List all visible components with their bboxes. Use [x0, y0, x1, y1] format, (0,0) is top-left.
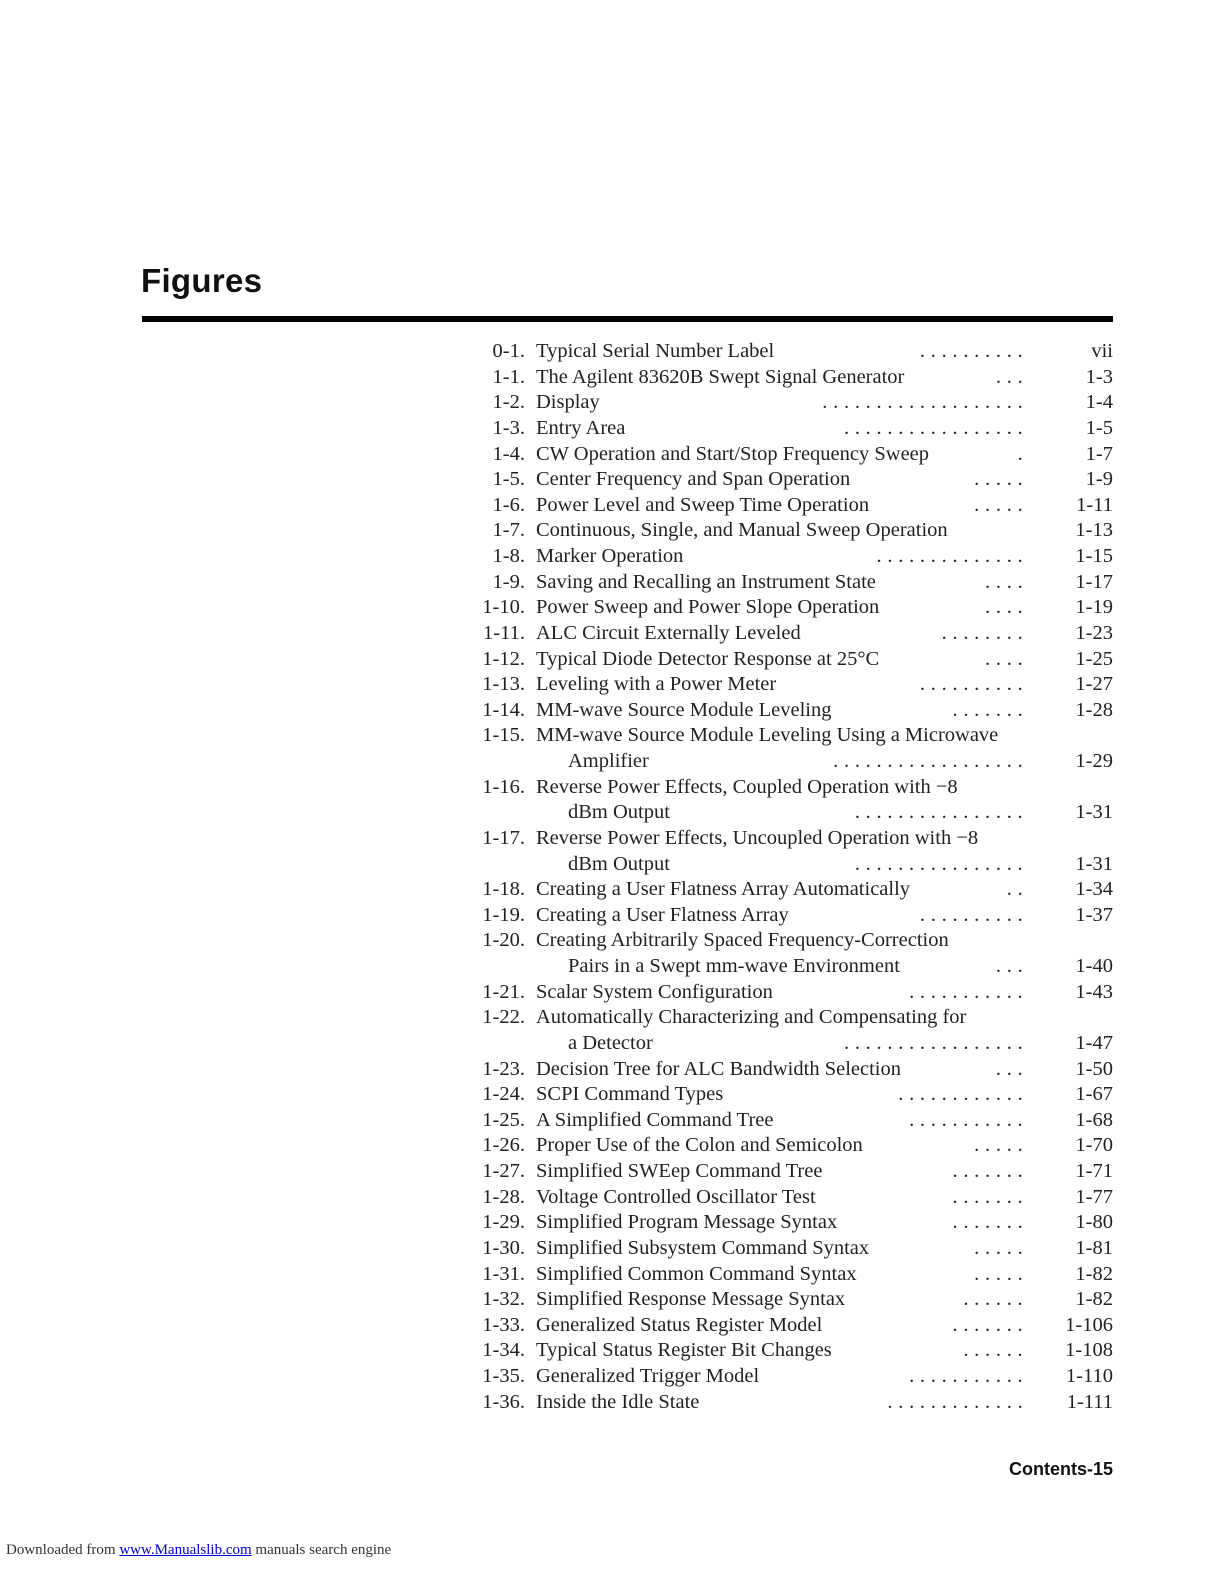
figure-number: 1-23.	[482, 1057, 525, 1080]
dot-leader: . . . . . . .	[952, 1160, 1023, 1182]
figure-entry-row	[470, 903, 1113, 929]
figure-title: Continuous, Single, and Manual Sweep Operation	[536, 519, 948, 542]
figure-entry-row	[470, 1031, 1113, 1057]
dot-leader: . . . . . . . .	[941, 621, 1023, 644]
figure-number: 1-12.	[482, 647, 525, 670]
figure-title: Typical Serial Number Label	[536, 340, 775, 362]
dot-leader: . . . . . . . . . . . . . . . . .	[843, 1031, 1023, 1054]
figure-page: 1-108	[1065, 1339, 1113, 1362]
dot-leader: . . . . . . . . . . . . . . . . . . .	[822, 391, 1023, 414]
figure-number: 1-22.	[482, 1006, 525, 1029]
dot-leader: . . . .	[985, 647, 1023, 670]
figure-page: 1-4	[1085, 391, 1113, 414]
figure-title: Power Sweep and Power Slope Operation	[536, 596, 880, 619]
figure-entry-row	[470, 928, 1113, 954]
figure-number: 1-21.	[482, 980, 525, 1003]
figure-page: 1-67	[1075, 1083, 1113, 1106]
figure-entry-row	[470, 339, 1113, 365]
figure-entry-row	[470, 723, 1113, 749]
manualslib-link[interactable]: www.Manualslib.com	[119, 1542, 252, 1558]
figure-entry-row	[470, 980, 1113, 1006]
figure-entry-row	[470, 595, 1113, 621]
figure-title: A Simplified Command Tree	[536, 1108, 774, 1131]
dot-leader: . . . . . . .	[952, 1211, 1023, 1234]
figure-entry-row	[470, 800, 1113, 826]
figure-number: 1-17.	[482, 826, 525, 849]
figure-entry-row	[470, 493, 1113, 519]
figure-title: Center Frequency and Span Operation	[536, 468, 851, 491]
figure-number: 1-6.	[492, 493, 525, 516]
dot-leader: . . . . .	[974, 1262, 1023, 1285]
figure-title: Scalar System Configuration	[536, 980, 773, 1003]
figure-title: Voltage Controlled Oscillator Test	[536, 1185, 816, 1208]
dot-leader: . . . . . .	[963, 1288, 1023, 1311]
figure-entry-row	[470, 467, 1113, 493]
figure-page: 1-47	[1075, 1031, 1113, 1054]
page-title: Figures	[141, 262, 263, 299]
figure-page: 1-70	[1075, 1134, 1113, 1157]
figure-title: Creating Arbitrarily Spaced Frequency-Correction	[536, 929, 949, 952]
figure-title: Automatically Characterizing and Compensating for	[536, 1006, 967, 1029]
figure-page: 1-77	[1075, 1185, 1113, 1208]
figure-title: CW Operation and Start/Stop Frequency Sweep	[536, 442, 930, 465]
dot-leader: . . . . .	[974, 1236, 1023, 1259]
figure-title: SCPI Command Types	[536, 1083, 724, 1106]
figure-number: 1-35.	[482, 1365, 525, 1387]
figure-entry-row	[470, 672, 1113, 698]
figure-title: a Detector	[568, 1031, 653, 1054]
figure-entry-row	[470, 1287, 1113, 1313]
figure-number: 1-5.	[492, 468, 525, 491]
figure-page: 1-110	[1065, 1365, 1113, 1387]
figure-title: MM-wave Source Module Leveling	[536, 698, 832, 721]
figure-title: Typical Diode Detector Response at 25°C	[536, 647, 880, 670]
figure-number: 1-13.	[482, 673, 525, 696]
figure-title: The Agilent 83620B Swept Signal Generator	[536, 365, 905, 388]
figure-title: Reverse Power Effects, Coupled Operation with −8	[536, 775, 958, 798]
figure-entry-row	[470, 570, 1113, 596]
figure-entry-row	[470, 390, 1113, 416]
download-suffix: manuals search engine	[255, 1542, 392, 1558]
figure-entry-row	[470, 826, 1113, 852]
dot-leader: . . . .	[985, 596, 1023, 619]
figure-entry-row	[470, 1262, 1113, 1288]
figure-page: 1-15	[1075, 545, 1113, 567]
figure-title: Marker Operation	[536, 545, 684, 567]
figure-page: 1-27	[1075, 673, 1113, 696]
download-prefix: Downloaded from	[6, 1542, 116, 1558]
dot-leader: . . . . . . . . . . . . . . . .	[854, 852, 1023, 875]
dot-leader: . . . . . . .	[952, 1185, 1023, 1208]
figure-entry-row	[470, 1159, 1113, 1185]
figure-title: Display	[536, 391, 600, 414]
figure-entry-row	[470, 698, 1113, 724]
dot-leader: . . . . . . . . . . . . . . . . . .	[833, 750, 1023, 772]
figure-entry-row	[470, 365, 1113, 391]
figure-number: 1-7.	[492, 519, 525, 542]
figure-number: 1-18.	[482, 878, 525, 901]
dot-leader: . . .	[995, 365, 1023, 388]
figure-number: 1-19.	[482, 903, 525, 926]
figure-number: 1-24.	[482, 1083, 525, 1106]
download-notice	[6, 1542, 391, 1559]
figure-page: 1-111	[1066, 1390, 1113, 1413]
figure-entry-row	[470, 518, 1113, 544]
figure-page: 1-31	[1075, 801, 1113, 824]
figure-title: Simplified Common Command Syntax	[536, 1262, 857, 1285]
dot-leader: . . . . . . .	[952, 1313, 1023, 1336]
figure-number: 1-32.	[482, 1288, 525, 1311]
dot-leader: . . . . .	[974, 1134, 1023, 1157]
figure-entry-row	[470, 1313, 1113, 1339]
figure-number: 1-2.	[492, 391, 525, 414]
figure-number: 1-29.	[482, 1211, 525, 1234]
figure-entry-row	[470, 442, 1113, 468]
figure-number: 1-20.	[482, 929, 525, 952]
figure-title: Power Level and Sweep Time Operation	[536, 493, 870, 516]
figure-number: 1-34.	[482, 1339, 525, 1362]
figure-page: 1-23	[1075, 621, 1113, 644]
figure-entry-row	[470, 1082, 1113, 1108]
dot-leader: . . . .	[985, 570, 1023, 593]
figure-entry-row	[470, 621, 1113, 647]
dot-leader: . . . . .	[974, 493, 1023, 516]
figure-entry-row	[470, 1236, 1113, 1262]
figure-number: 1-1.	[492, 365, 525, 388]
dot-leader: . . . . . . .	[952, 698, 1023, 721]
figure-title: Typical Status Register Bit Changes	[536, 1339, 832, 1362]
figure-number: 1-8.	[492, 545, 525, 567]
figure-number: 1-10.	[482, 596, 525, 619]
figure-entry-row	[470, 1185, 1113, 1211]
figure-page: 1-82	[1075, 1288, 1113, 1311]
figure-page: 1-31	[1075, 852, 1113, 875]
figure-title: Amplifier	[568, 750, 649, 772]
figure-number: 1-3.	[492, 416, 525, 439]
figure-page: 1-40	[1075, 955, 1113, 977]
figure-number: 1-16.	[482, 775, 525, 798]
figure-entry-row	[470, 1005, 1113, 1031]
figure-number: 1-25.	[482, 1108, 525, 1131]
figure-title: MM-wave Source Module Leveling Using a Microwave	[536, 724, 999, 747]
figure-entry-row	[470, 1133, 1113, 1159]
dot-leader: . . . . . . . . . . .	[909, 1108, 1023, 1131]
figure-page: 1-28	[1075, 698, 1113, 721]
figure-entry-row	[470, 416, 1113, 442]
figure-entry-row	[470, 1057, 1113, 1083]
figure-entry-row	[470, 775, 1113, 801]
figure-page: 1-13	[1075, 519, 1113, 542]
dot-leader: . . . . . . . . . .	[919, 340, 1023, 362]
figure-page: 1-37	[1075, 903, 1113, 926]
dot-leader: . . . . . . . . . .	[919, 673, 1023, 696]
figure-page: 1-25	[1075, 647, 1113, 670]
figure-title: Pairs in a Swept mm-wave Environment	[568, 955, 900, 977]
figure-page: 1-3	[1085, 365, 1113, 388]
figure-page: 1-29	[1075, 750, 1113, 772]
dot-leader: . . . . .	[974, 468, 1023, 491]
figure-title: Inside the Idle State	[536, 1390, 700, 1413]
figure-entry-row	[470, 877, 1113, 903]
figure-title: dBm Output	[568, 801, 670, 824]
dot-leader: . . . . . . . . . .	[919, 903, 1023, 926]
dot-leader: . . .	[995, 955, 1023, 977]
figure-number: 1-30.	[482, 1236, 525, 1259]
dot-leader: . . . . . . . . . . .	[909, 1365, 1023, 1387]
figure-page: 1-43	[1075, 980, 1113, 1003]
figure-entry-row	[470, 749, 1113, 775]
figure-page: 1-5	[1085, 416, 1113, 439]
dot-leader: . . . . . . . . . . . .	[898, 1083, 1023, 1106]
figure-number: 1-26.	[482, 1134, 525, 1157]
figure-page: 1-34	[1075, 878, 1113, 901]
heading-rule	[142, 316, 1113, 322]
figure-page: 1-80	[1075, 1211, 1113, 1234]
figure-entry-row	[470, 852, 1113, 878]
figure-title: Simplified Subsystem Command Syntax	[536, 1236, 870, 1259]
figure-page: 1-106	[1065, 1313, 1113, 1336]
figure-entry-row	[470, 1364, 1113, 1390]
figure-page: 1-17	[1075, 570, 1113, 593]
dot-leader: .	[1017, 442, 1023, 465]
figure-number: 1-36.	[482, 1390, 525, 1413]
dot-leader: . . . . . . . . . . . . . . . .	[854, 801, 1023, 824]
figure-entry-row	[470, 1338, 1113, 1364]
figure-entry-row	[470, 544, 1113, 570]
figure-number: 1-11.	[483, 621, 525, 644]
dot-leader: . .	[1006, 878, 1023, 901]
figure-number: 0-1.	[492, 340, 525, 362]
figure-page: 1-50	[1075, 1057, 1113, 1080]
figure-entry-row	[470, 1390, 1113, 1416]
figure-page: 1-71	[1075, 1160, 1113, 1182]
figure-number: 1-28.	[482, 1185, 525, 1208]
figure-number: 1-9.	[492, 570, 525, 593]
dot-leader: . . . . . . . . . . . . . . . . .	[843, 416, 1023, 439]
figure-title: Reverse Power Effects, Uncoupled Operation with −8	[536, 826, 979, 849]
figure-title: Simplified Program Message Syntax	[536, 1211, 838, 1234]
figure-number: 1-33.	[482, 1313, 525, 1336]
figure-title: Generalized Status Register Model	[536, 1313, 823, 1336]
dot-leader: . . . . . . . . . . . . .	[887, 1390, 1023, 1413]
figure-title: Proper Use of the Colon and Semicolon	[536, 1134, 863, 1157]
figure-page: 1-7	[1085, 442, 1113, 465]
figure-page: 1-11	[1076, 493, 1113, 516]
dot-leader: . . .	[995, 1057, 1023, 1080]
figure-title: ALC Circuit Externally Leveled	[536, 621, 801, 644]
figure-entry-row	[470, 1210, 1113, 1236]
figure-page: 1-81	[1075, 1236, 1113, 1259]
figure-title: Creating a User Flatness Array Automatically	[536, 878, 911, 901]
figure-title: Simplified SWEep Command Tree	[536, 1160, 823, 1182]
figure-number: 1-27.	[482, 1160, 525, 1182]
figure-page: 1-68	[1075, 1108, 1113, 1131]
figure-number: 1-31.	[482, 1262, 525, 1285]
figure-entry-row	[470, 647, 1113, 673]
figure-title: dBm Output	[568, 852, 670, 875]
dot-leader: . . . . . .	[963, 1339, 1023, 1362]
figure-title: Leveling with a Power Meter	[536, 673, 777, 696]
figures-list	[470, 339, 1113, 1415]
figure-title: Simplified Response Message Syntax	[536, 1288, 846, 1311]
figure-title: Generalized Trigger Model	[536, 1365, 760, 1387]
figure-entry-row	[470, 1108, 1113, 1134]
figure-number: 1-15.	[482, 724, 525, 747]
figure-page: 1-82	[1075, 1262, 1113, 1285]
figure-page: 1-9	[1085, 468, 1113, 491]
page-number: Contents-15	[1008, 1459, 1113, 1479]
figure-page: 1-19	[1075, 596, 1113, 619]
figure-title: Saving and Recalling an Instrument State	[536, 570, 876, 593]
figure-number: 1-4.	[492, 442, 525, 465]
dot-leader: . . . . . . . . . . . . . .	[876, 545, 1023, 567]
figure-title: Entry Area	[536, 416, 626, 439]
figure-title: Creating a User Flatness Array	[536, 903, 789, 926]
dot-leader: . . . . . . . . . . .	[909, 980, 1023, 1003]
figure-number: 1-14.	[482, 698, 525, 721]
figure-title: Decision Tree for ALC Bandwidth Selection	[536, 1057, 901, 1080]
figure-entry-row	[470, 954, 1113, 980]
figure-page: vii	[1091, 340, 1113, 362]
